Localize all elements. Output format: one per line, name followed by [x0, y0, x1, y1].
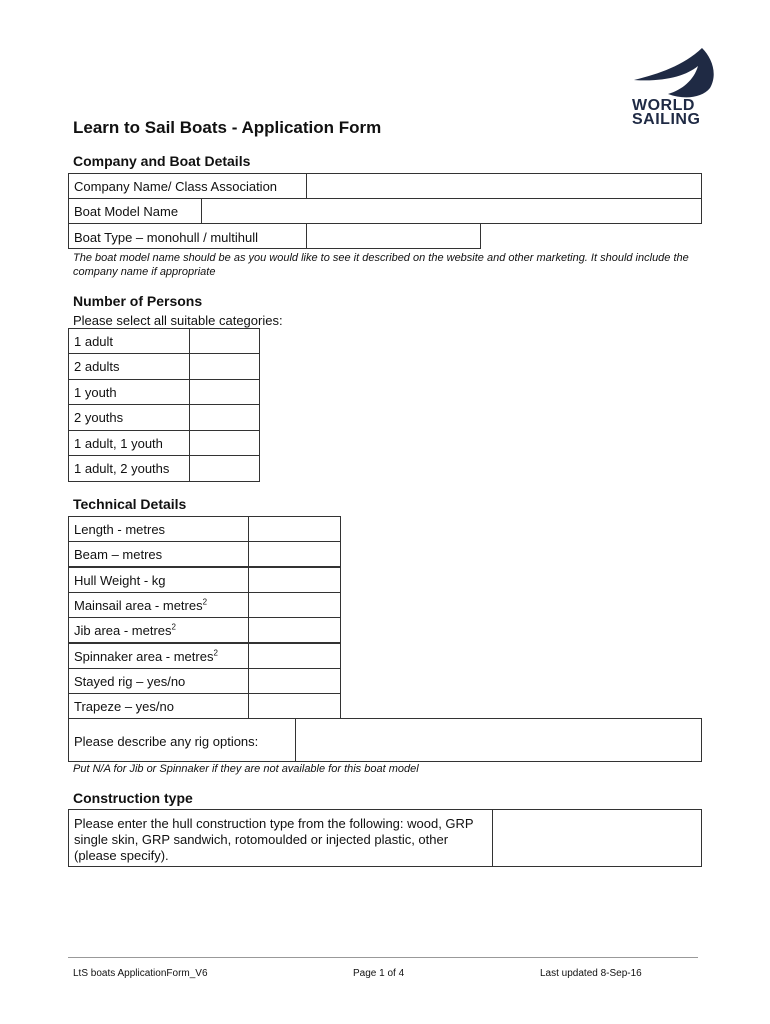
persons-row-label: 1 youth: [74, 385, 117, 400]
company-note: The boat model name should be as you would like to see it described on the website and other marketing. It should include the company name if appropriate: [73, 252, 689, 278]
technical-row-input[interactable]: [248, 668, 341, 694]
persons-row-label: 1 adult, 1 youth: [74, 436, 163, 451]
technical-row-label: [74, 699, 174, 714]
technical-row-label: [74, 674, 185, 689]
technical-row-label-text: Length - metres: [74, 522, 166, 537]
world-sailing-logo: [628, 44, 720, 130]
technical-row-label-cell: [68, 643, 249, 669]
footer-divider: [68, 957, 698, 958]
technical-row-label: [74, 598, 207, 613]
technical-row-input[interactable]: [248, 516, 341, 542]
sail-icon: [628, 44, 720, 100]
technical-heading: Technical Details: [73, 496, 187, 512]
persons-row-label-cell: [68, 404, 190, 431]
superscript-squared: 2: [213, 648, 218, 658]
technical-row-label-text: Hull Weight - kg: [74, 573, 166, 588]
logo-text-world: WORLD: [632, 97, 695, 114]
persons-row-label-cell: [68, 430, 190, 457]
technical-row-label: [74, 623, 176, 638]
superscript-squared: 2: [202, 597, 208, 607]
technical-row-label-cell: [68, 668, 249, 694]
persons-row-select-cell[interactable]: [189, 455, 260, 482]
technical-row-label-text: Trapeze – yes/no: [74, 699, 174, 714]
technical-row-label-cell: [68, 617, 249, 643]
boat-type-input[interactable]: [306, 223, 481, 249]
rig-options-label-cell: [68, 718, 296, 762]
rig-options-input[interactable]: [295, 718, 702, 762]
technical-row-label: [74, 522, 165, 537]
persons-row-label-cell: [68, 379, 190, 406]
technical-row-input[interactable]: [248, 541, 341, 567]
persons-row-select-cell[interactable]: [189, 379, 260, 406]
technical-row-label-text: Mainsail area - metres: [74, 598, 203, 613]
boat-type-label: Boat Type – monohull / multihull: [74, 230, 259, 245]
technical-row-label-cell: [68, 592, 249, 618]
technical-row-label-text: Jib area - metres: [74, 623, 172, 638]
persons-row-label-cell: [68, 455, 190, 482]
technical-row-input[interactable]: [248, 643, 341, 669]
company-name-input[interactable]: [306, 173, 702, 199]
technical-note: Put N/A for Jib or Spinnaker if they are not available for this boat model: [73, 763, 419, 775]
company-name-label: Company Name/ Class Association: [74, 179, 278, 194]
boat-model-label-cell: [68, 198, 202, 224]
technical-row-input[interactable]: [248, 592, 341, 618]
technical-row-input[interactable]: [248, 567, 341, 593]
persons-heading: Number of Persons: [73, 293, 203, 309]
technical-row-label-cell: [68, 516, 249, 542]
technical-row-label-cell: [68, 567, 249, 593]
rig-options-label: Please describe any rig options:: [74, 734, 259, 749]
company-name-label-cell: [68, 173, 307, 199]
technical-row-label: [74, 573, 166, 588]
technical-row-label-text: Spinnaker area - metres: [74, 649, 214, 664]
logo-text-sailing: SAILING: [632, 111, 701, 128]
boat-model-label: Boat Model Name: [74, 204, 179, 219]
persons-row-select-cell[interactable]: [189, 404, 260, 431]
persons-row-label: 1 adult: [74, 334, 114, 349]
persons-row-label: 2 youths: [74, 410, 124, 425]
persons-row-label: 1 adult, 2 youths: [74, 461, 170, 476]
persons-instruction: Please select all suitable categories:: [73, 313, 283, 328]
persons-row-label-cell: [68, 328, 190, 355]
construction-input[interactable]: [492, 809, 702, 867]
footer-left: LtS boats ApplicationForm_V6: [73, 968, 208, 979]
company-heading: Company and Boat Details: [73, 153, 251, 169]
boat-model-input[interactable]: [201, 198, 702, 224]
construction-label-cell: [68, 809, 493, 867]
technical-row-input[interactable]: [248, 693, 341, 719]
persons-row-label: 2 adults: [74, 359, 120, 374]
technical-row-label-text: Beam – metres: [74, 547, 163, 562]
construction-instruction: Please enter the hull construction type from the following: wood, GRP single skin, GRP sandwich, rotomoulded or injected plastic, other (please specify).: [74, 816, 474, 863]
technical-row-input[interactable]: [248, 617, 341, 643]
footer-last-updated: Last updated 8-Sep-16: [540, 968, 642, 979]
persons-row-label-cell: [68, 353, 190, 380]
persons-row-select-cell[interactable]: [189, 430, 260, 457]
persons-row-select-cell[interactable]: [189, 353, 260, 380]
persons-row-select-cell[interactable]: [189, 328, 260, 355]
footer-page-number: Page 1 of 4: [353, 968, 405, 979]
technical-row-label-cell: [68, 541, 249, 567]
technical-row-label-text: Stayed rig – yes/no: [74, 674, 186, 689]
boat-type-label-cell: [68, 223, 307, 249]
technical-row-label: [74, 547, 162, 562]
superscript-squared: 2: [171, 622, 176, 632]
technical-row-label: [74, 649, 218, 664]
construction-heading: Construction type: [73, 790, 193, 806]
technical-row-label-cell: [68, 693, 249, 719]
page-title: Learn to Sail Boats - Application Form: [73, 118, 382, 137]
